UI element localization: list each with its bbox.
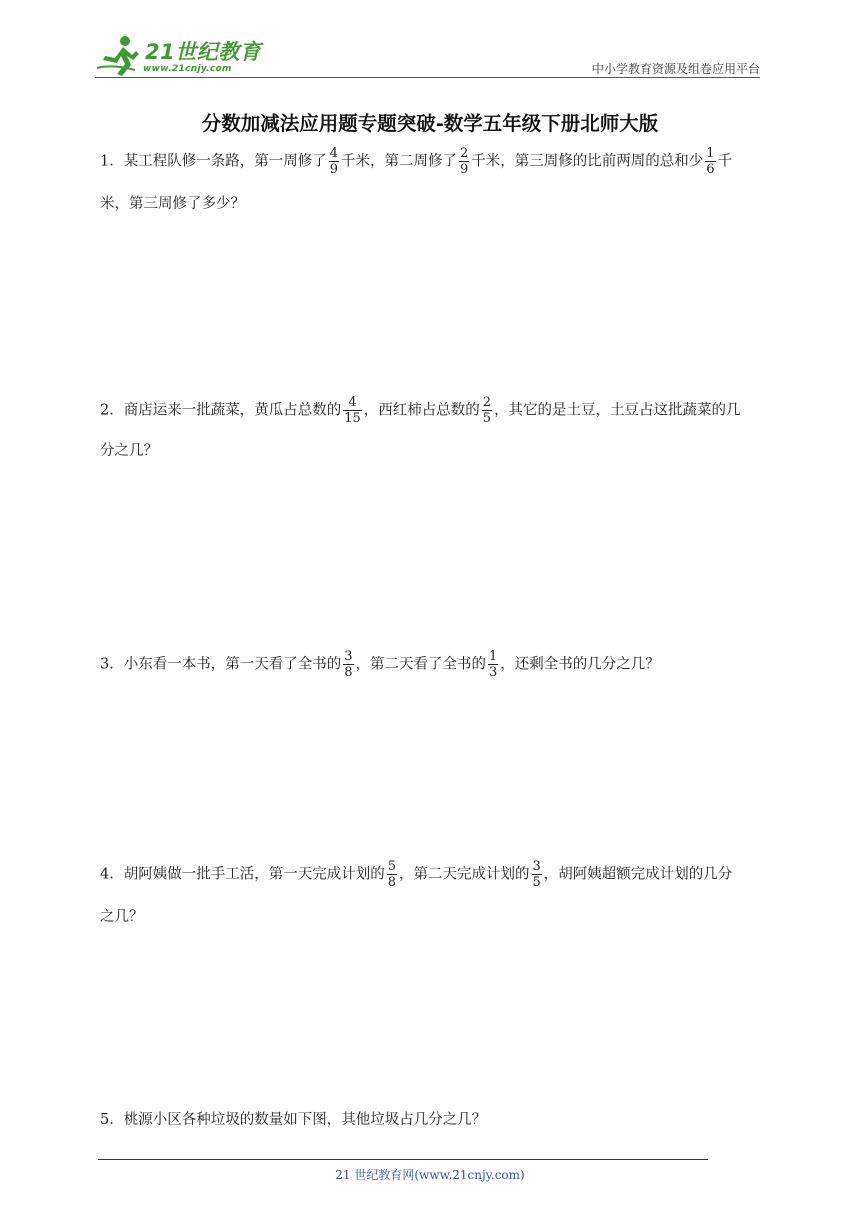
question-text: ，还剩全书的几分之几？ [500, 656, 660, 673]
fraction-numerator: 3 [344, 649, 353, 664]
logo [95, 34, 265, 78]
page-header [95, 30, 760, 80]
question-1-line-2: 米，第三周修了多少？ [100, 196, 245, 212]
header-divider [95, 77, 760, 78]
fraction-numerator: 3 [532, 859, 541, 874]
page-title: 分数加减法应用题专题突破-数学五年级下册北师大版 [201, 112, 659, 135]
question-1-line-1 [100, 146, 732, 177]
fraction-denominator: 9 [460, 162, 469, 177]
fraction [705, 146, 715, 177]
fraction [387, 859, 397, 890]
question-text: ，西红柿占总数的 [363, 402, 480, 419]
fraction-numerator: 4 [329, 146, 339, 161]
question-5-line-1: 5．桃源小区各种垃圾的数量如下图，其他垃圾占几分之几？ [100, 1112, 487, 1128]
question-text: ，胡阿姨超额完成计划的几分 [543, 866, 733, 883]
fraction-denominator: 9 [329, 162, 339, 177]
question-text: ，第二天看了全书的 [355, 656, 487, 673]
fraction [343, 395, 362, 426]
fraction-denominator: 5 [532, 875, 541, 890]
fraction-numerator: 1 [489, 649, 498, 664]
question-2-line-1 [100, 395, 741, 426]
fraction-denominator: 8 [387, 875, 397, 890]
platform-label: 中小学教育资源及组卷应用平台 [591, 62, 760, 76]
question-4-line-1 [100, 859, 732, 890]
fraction-numerator: 2 [482, 395, 492, 410]
fraction [482, 395, 492, 426]
fraction [459, 146, 469, 177]
fraction-denominator: 8 [344, 665, 353, 680]
fraction-numerator: 1 [706, 146, 715, 161]
fraction-denominator: 3 [489, 665, 498, 680]
footer-divider [98, 1159, 708, 1160]
question-text: 千 [717, 153, 733, 170]
fraction [343, 649, 353, 680]
question-text: 千米，第三周修的比前两周的总和少 [471, 153, 704, 170]
page-footer: 21 世纪教育网(www.21cnjy.com) [335, 1168, 525, 1182]
fraction [488, 649, 498, 680]
question-text: ，其它的是土豆，土豆占这批蔬菜的几 [494, 402, 741, 419]
question-text: 3．小东看一本书，第一天看了全书的 [100, 656, 342, 673]
question-3-line-1 [100, 649, 660, 680]
fraction [532, 859, 542, 890]
runner-logo-icon [95, 34, 143, 78]
logo-text: 21世纪教育 [145, 40, 262, 64]
fraction-denominator: 6 [706, 162, 715, 177]
question-4-line-2: 之几？ [100, 909, 144, 925]
question-text: 2．商店运来一批蔬菜，黄瓜占总数的 [100, 402, 342, 419]
fraction-denominator: 5 [482, 411, 492, 426]
fraction [329, 146, 339, 177]
fraction-numerator: 4 [343, 395, 362, 411]
question-text: 1．某工程队修一条路，第一周修了 [100, 153, 327, 170]
question-2-line-2: 分之几？ [100, 443, 158, 459]
logo-url: www.21cnjy.com [143, 64, 232, 74]
fraction-numerator: 2 [460, 146, 469, 161]
question-text: 4．胡阿姨做一批手工活，第一天完成计划的 [100, 866, 385, 883]
question-text: 千米，第二周修了 [341, 153, 458, 170]
fraction-numerator: 5 [387, 859, 397, 874]
fraction-denominator: 15 [344, 411, 361, 426]
question-text: ，第二天完成计划的 [399, 866, 530, 883]
